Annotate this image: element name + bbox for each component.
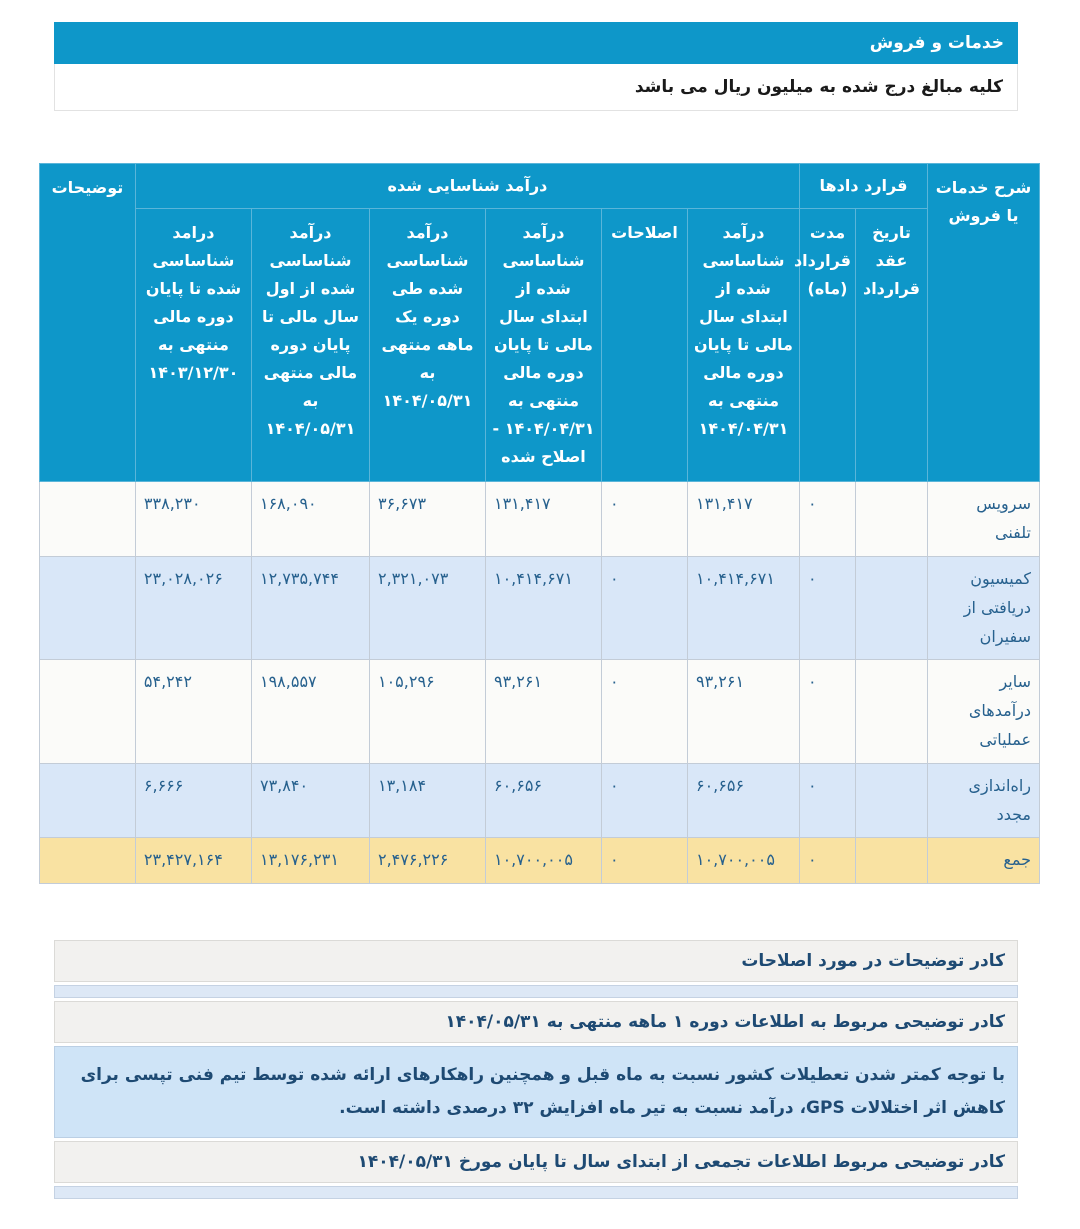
table-cell: ۰ (799, 763, 855, 838)
table-row-relaunch (39, 763, 1039, 838)
col-header-revenue-fy-to-0431-adjusted: درآمد شناساسی شده از ابتدای سال مالی تا پایان دوره مالی منتهی به ۱۴۰۴/۰۴/۳۱ - اصلاح شده (485, 209, 601, 482)
row-label: کمیسیون دریافتی از سفیران (928, 557, 1040, 660)
table-cell (856, 660, 928, 763)
section-title: خدمات و فروش (869, 33, 1004, 53)
col-header-adjustments: اصلاحات (601, 209, 687, 482)
row-label: سرویس تلفنی (928, 482, 1040, 557)
note-label-one-month-period: کادر توضیحی مربوط به اطلاعات دوره ۱ ماهه منتهی به ۱۴۰۴/۰۵/۳۱ (54, 1001, 1018, 1043)
table-cell: ۰ (601, 838, 687, 884)
table-cell: ۱۶۸,۰۹۰ (251, 482, 369, 557)
table-row-total (39, 838, 1039, 884)
table-cell: ۰ (601, 482, 687, 557)
table-cell: ۰ (799, 838, 855, 884)
table-cell: ۱۰,۴۱۴,۶۷۱ (485, 557, 601, 660)
row-label: سایر درآمدهای عملیاتی (928, 660, 1040, 763)
col-header-description: شرح خدمات یا فروش (928, 164, 1040, 482)
col-header-revenue-group: درآمد شناسایی شده (135, 164, 799, 209)
col-header-revenue-fy-to-0531: درآمد شناساسی شده از اول سال مالی تا پایان دوره مالی منتهی به ۱۴۰۴/۰۵/۳۱ (251, 209, 369, 482)
table-cell: ۳۶,۶۷۳ (369, 482, 485, 557)
table-cell (39, 763, 135, 838)
table-cell: ۱۹۸,۵۵۷ (251, 660, 369, 763)
table-cell: ۶۰,۶۵۶ (687, 763, 799, 838)
table-cell: ۱۰,۷۰۰,۰۰۵ (485, 838, 601, 884)
table-cell: ۱۰,۴۱۴,۶۷۱ (687, 557, 799, 660)
table-cell (856, 557, 928, 660)
table-cell: ۲,۴۷۶,۲۲۶ (369, 838, 485, 884)
table-row-ambassador-commission (39, 557, 1039, 660)
table-cell: ۵۴,۲۴۲ (135, 660, 251, 763)
table-cell: ۰ (799, 557, 855, 660)
table-cell: ۱۳۱,۴۱۷ (687, 482, 799, 557)
table-cell: ۲,۳۲۱,۰۷۳ (369, 557, 485, 660)
col-header-notes: توضیحات (39, 164, 135, 482)
table-cell: ۰ (601, 763, 687, 838)
col-header-contract-date: تاریخ عقد قرارداد (856, 209, 928, 482)
table-cell: ۶۰,۶۵۶ (485, 763, 601, 838)
table-cell: ۱۳,۱۸۴ (369, 763, 485, 838)
table-cell: ۱۰۵,۲۹۶ (369, 660, 485, 763)
table-row-telephone-service (39, 482, 1039, 557)
note-label-cumulative-period: کادر توضیحی مربوط اطلاعات تجمعی از ابتدای سال تا پایان مورخ ۱۴۰۴/۰۵/۳۱ (54, 1141, 1018, 1183)
note-empty-content-cumulative-period (54, 1186, 1018, 1199)
table-cell (39, 838, 135, 884)
currency-note: کلیه مبالغ درج شده به میلیون ریال می باشد (634, 77, 1003, 97)
report-table-container (40, 163, 1040, 884)
table-sub-header-row (39, 209, 1039, 482)
report-page (0, 22, 1080, 1229)
table-cell: ۹۳,۲۶۱ (687, 660, 799, 763)
note-content-one-month-period: با توجه کمتر شدن تعطیلات کشور نسبت به ماه قبل و همچنین راهکارهای ارائه شده توسط تیم فنی تپسی برای کاهش اثر اختلالات GPS، درآمد نسبت به تیر ماه افزایش ۳۲ درصدی داشته است. (54, 1046, 1018, 1138)
table-cell (856, 838, 928, 884)
table-cell: ۱۲,۷۳۵,۷۴۴ (251, 557, 369, 660)
table-cell: ۶,۶۶۶ (135, 763, 251, 838)
col-header-contract-duration: مدت قرارداد (ماه) (799, 209, 855, 482)
table-cell (39, 482, 135, 557)
total-row-label: جمع (928, 838, 1040, 884)
table-cell: ۹۳,۲۶۱ (485, 660, 601, 763)
table-cell (39, 660, 135, 763)
row-label: راه‌اندازی مجدد (928, 763, 1040, 838)
table-cell (856, 763, 928, 838)
table-cell: ۰ (799, 660, 855, 763)
currency-note-bar (54, 64, 1018, 111)
table-cell (856, 482, 928, 557)
table-cell: ۲۳,۰۲۸,۰۲۶ (135, 557, 251, 660)
table-row-other-operating-revenue (39, 660, 1039, 763)
col-header-revenue-prior-year-1403: درامد شناساسی شده تا پایان دوره مالی منتهی به ۱۴۰۳/۱۲/۳۰ (135, 209, 251, 482)
revenue-table (39, 163, 1040, 884)
table-cell: ۱۳,۱۷۶,۲۳۱ (251, 838, 369, 884)
table-cell: ۰ (601, 660, 687, 763)
table-cell: ۰ (799, 482, 855, 557)
table-cell: ۲۳,۴۲۷,۱۶۴ (135, 838, 251, 884)
table-cell (39, 557, 135, 660)
table-cell: ۰ (601, 557, 687, 660)
col-header-contracts-group: قرارد دادها (799, 164, 927, 209)
table-cell: ۱۰,۷۰۰,۰۰۵ (687, 838, 799, 884)
explanation-boxes-section (54, 940, 1018, 1199)
table-cell: ۳۳۸,۲۳۰ (135, 482, 251, 557)
table-cell: ۷۳,۸۴۰ (251, 763, 369, 838)
col-header-revenue-1month-0531: درآمد شناساسی شده طی دوره یک ماهه منتهی به ۱۴۰۴/۰۵/۳۱ (369, 209, 485, 482)
section-title-bar (54, 22, 1018, 64)
col-header-revenue-fy-to-0431: درآمد شناساسی شده از ابتدای سال مالی تا پایان دوره مالی منتهی به ۱۴۰۴/۰۴/۳۱ (687, 209, 799, 482)
table-group-header-row (39, 164, 1039, 209)
note-empty-content-adjustments (54, 985, 1018, 998)
note-label-adjustments: کادر توضیحات در مورد اصلاحات (54, 940, 1018, 982)
table-cell: ۱۳۱,۴۱۷ (485, 482, 601, 557)
